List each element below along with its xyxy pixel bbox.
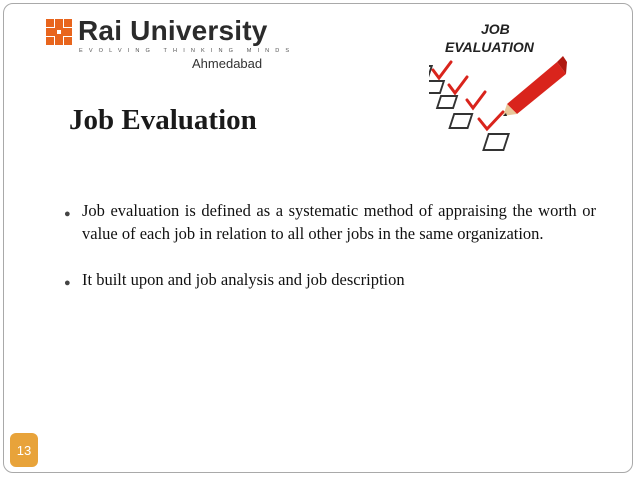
bullet-icon: ● (64, 277, 71, 289)
university-city: Ahmedabad (192, 56, 263, 71)
university-emblem-icon (46, 19, 72, 45)
image-caption-line2: EVALUATION (445, 39, 534, 55)
university-tagline: EVOLVING THINKING MINDS (79, 48, 296, 54)
bullet-icon: ● (64, 208, 71, 220)
image-caption-line1: JOB (481, 21, 510, 37)
bullet-text: It built upon and job analysis and job description (82, 270, 405, 289)
job-evaluation-checklist-image (429, 16, 567, 162)
page-number-badge: 13 (10, 433, 38, 467)
bullet-list (64, 199, 596, 291)
university-name: Rai University (78, 15, 268, 46)
bullet-item (64, 199, 596, 245)
university-logo (46, 15, 296, 71)
bullet-item (64, 268, 596, 291)
bullet-text: Job evaluation is defined as a systematic method of appraising the worth or value of each job in relation to all other jobs in the same organization. (82, 201, 596, 243)
slide-title: Job Evaluation (69, 104, 257, 136)
slide-frame (3, 3, 633, 473)
